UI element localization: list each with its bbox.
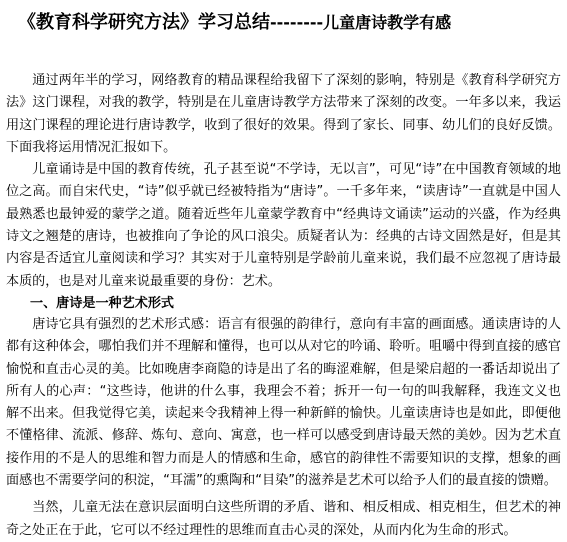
paragraph-tradition: 儿童诵诗是中国的教育传统，孔子甚至说“不学诗，无以言”，可见“诗”在中国教育领域的地位之高。而自宋代史，“诗”似乎就已经被特指为“唐诗”。一千多年来，“读唐诗”一直就是中国人最熟悉也最钟爱的蒙学之道。随着近些年儿童蒙学教育中“经典诗文诵读”运动的兴盛，作为经典诗文之翘楚的唐诗，也被推向了争论的风口浪尖。质疑者认为：经典的古诗文固然是好，但是其内容是否适宜儿童阅读和学习？其实对于儿童特别是学龄前儿童来说，我们最不应忽视了唐诗最本质的，也是对儿童来说最重要的身份：艺术。 (6, 162, 561, 289)
section-heading: 一、唐诗是一种艺术形式 (30, 295, 175, 311)
document-page (6, 0, 561, 542)
paragraph-art-form: 唐诗它具有强烈的艺术形式感：语言有很强的韵律行，意向有丰富的画面感。通读唐诗的人都有这种体会，哪怕我们并不理解和懂得，也可以从对它的吟诵、聆听。咀嚼中得到直接的感官愉悦和直击心灵的美。比如晚唐李商隐的诗是出了名的晦涩难解，但是梁启超的一番话却说出了所有人的心声：“这些诗，他讲的什么事，我理会不着；拆开一句一句的叫我解释，我连文义也解不出来。但我觉得它美，读起来令我精神上得一种新鲜的愉快。儿童读唐诗也是如此，即便他不懂格律、流派、修辞、炼句、意向、寓意，也一样可以感受到唐诗最天然的美妙。因为艺术直接作用的不是人的思维和智力而是人的情感和生命，感官的韵律性不需要知识的支撑，想象的画面感也不需要学问的积淀，“耳濡”的熏陶和“目染”的滋养是艺术可以给予人们的最直接的馈赠。 (6, 316, 561, 489)
title-dashes: -------- (270, 13, 324, 32)
title-main: 《教育科学研究方法》学习总结 (18, 12, 270, 33)
paragraph-intro: 通过两年半的学习，网络教育的精品课程给我留下了深刻的影响，特别是《教育科学研究方法》这门课程，对我的教学，特别是在儿童唐诗教学方法带来了深刻的改变。一年多以来，我运用这门课程的理论进行唐诗教学，收到了很好的效果。得到了家长、同事、幼儿们的良好反馈。下面我将运用情况汇报如下。 (6, 73, 561, 155)
title-spacer (6, 34, 561, 70)
document-title (18, 12, 561, 34)
paragraph-conclusion: 当然，儿童无法在意识层面明白这些所谓的矛盾、谐和、相反相成、相克相生，但艺术的神奇之处正在于此，它可以不经过理性的思维而直击心灵的深处，从而内化为生命的形式。 (6, 500, 561, 538)
title-subtitle: 儿童唐诗教学有感 (323, 13, 452, 32)
